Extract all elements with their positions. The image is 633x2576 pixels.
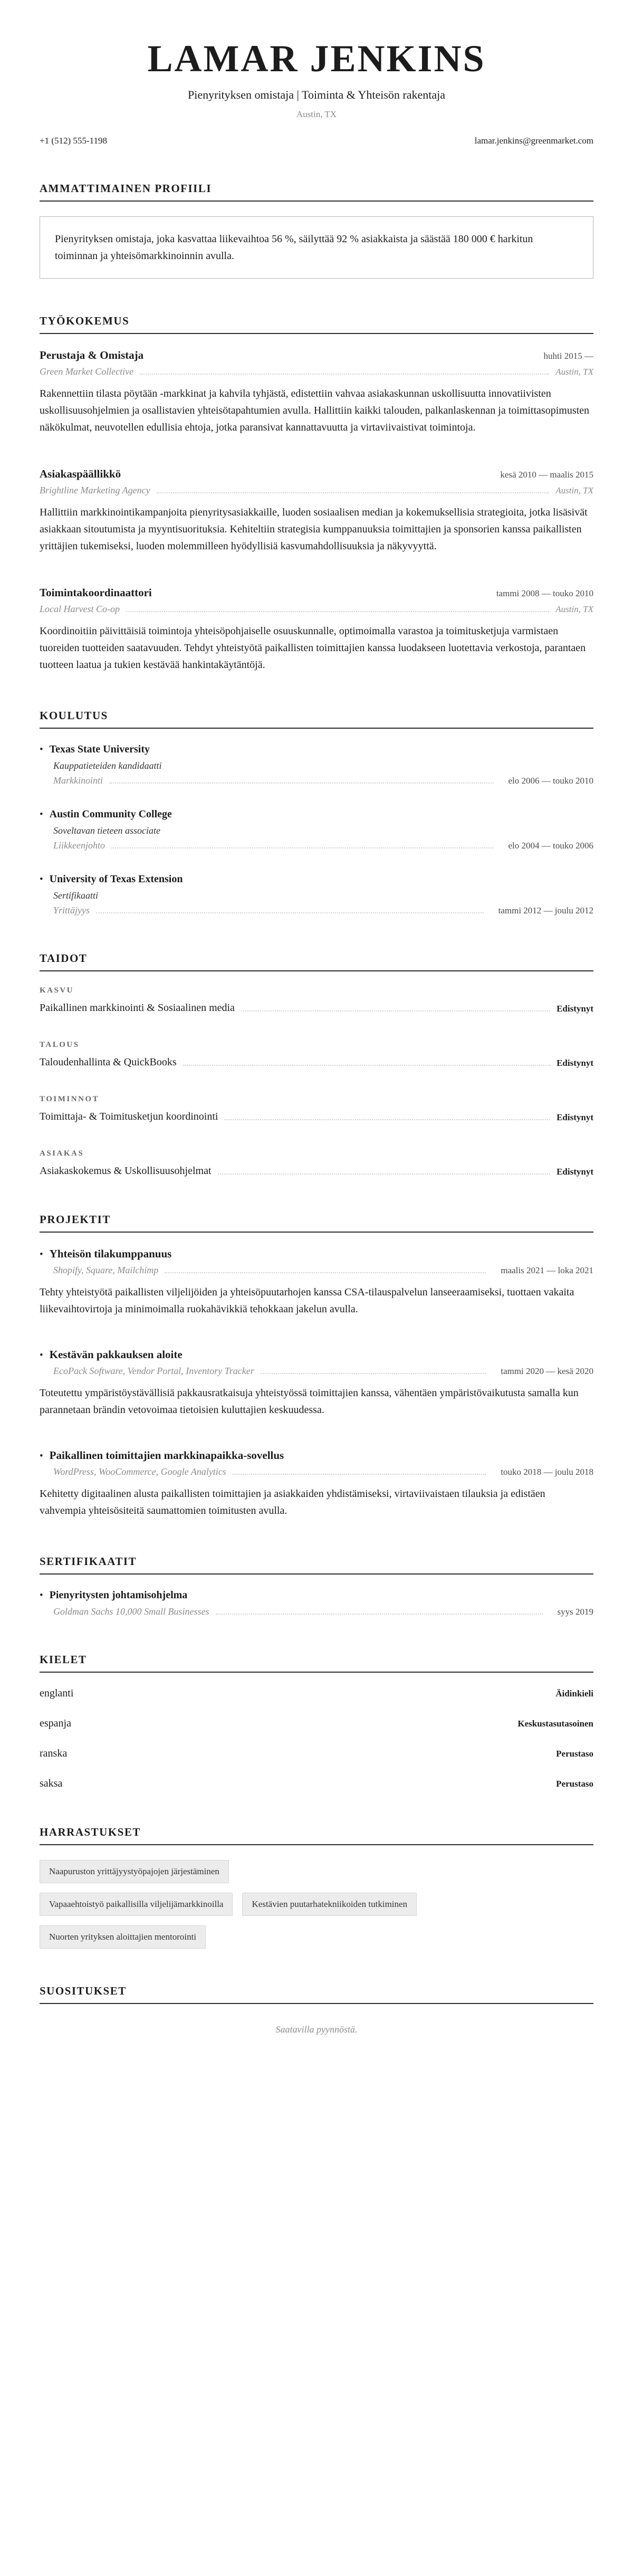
section-skills (40, 952, 593, 1177)
project-entry (40, 1348, 593, 1418)
work-entry (40, 349, 593, 436)
job-company: Local Harvest Co-op (40, 604, 120, 615)
project-tools-row (53, 1265, 593, 1276)
skill-category: TALOUS (40, 1041, 80, 1050)
section-heading-education: KOULUTUS (40, 709, 593, 729)
job-title-row (40, 468, 593, 481)
section-heading-certifications: SERTIFIKAATIT (40, 1555, 593, 1575)
skill-group (40, 1095, 593, 1123)
section-heading-references: SUOSITUKSET (40, 1985, 593, 2004)
dotted-leader (165, 1272, 486, 1273)
education-entry (40, 873, 593, 916)
section-languages (40, 1653, 593, 1790)
job-title: Toimintakoordinaattori (40, 586, 152, 599)
field-row (53, 905, 593, 916)
dotted-leader (233, 1474, 486, 1475)
job-company-row (40, 485, 593, 496)
section-heading-skills: TAIDOT (40, 952, 593, 971)
bullet-icon: • (40, 1350, 43, 1361)
dotted-leader (241, 1010, 550, 1012)
education-entry (40, 808, 593, 851)
skill-row (40, 1002, 593, 1014)
hobby-tag: Kestävien puutarhatekniikoiden tutkiminen (242, 1893, 417, 1916)
dotted-leader (216, 1614, 543, 1615)
language-name: englanti (40, 1687, 74, 1700)
email-address: lamar.jenkins@greenmarket.com (474, 136, 593, 146)
project-tools: Shopify, Square, Mailchimp (53, 1265, 159, 1276)
dotted-leader (96, 912, 484, 913)
dotted-leader (109, 783, 494, 784)
job-title: Asiakaspäällikkö (40, 468, 121, 481)
field-of-study: Markkinointi (53, 775, 103, 786)
language-row (40, 1687, 593, 1700)
section-heading-languages: KIELET (40, 1653, 593, 1673)
dotted-leader (261, 1373, 486, 1374)
hobby-tag-row (40, 1925, 593, 1949)
hobby-tag-row (40, 1893, 593, 1916)
references-note: Saatavilla pyynnöstä. (275, 2024, 358, 2035)
hobby-tag: Naapuruston yrittäjyystyöpajojen järjestäminen (40, 1860, 229, 1883)
school-row (40, 873, 593, 885)
certification-issuer-row (53, 1606, 593, 1617)
project-title-row (40, 1247, 593, 1261)
skill-level: Edistynyt (557, 1167, 593, 1177)
section-hobbies (40, 1826, 593, 1949)
job-title-row (40, 586, 593, 599)
bullet-icon: • (40, 1590, 43, 1601)
section-references (40, 1985, 593, 2035)
section-heading-hobbies: HARRASTUKSET (40, 1826, 593, 1845)
dotted-leader (140, 374, 549, 375)
hobby-tag: Nuorten yrityksen aloittajien mentorointi (40, 1925, 206, 1949)
dotted-leader (111, 847, 494, 848)
dotted-leader (183, 1065, 550, 1066)
field-of-study: Liikkeenjohto (53, 840, 105, 851)
job-description: Koordinoitiin päivittäisiä toimintoja yhteisöpohjaiselle osuuskunnalle, optimoimalla varastoa ja toimitusketjuja varmistaen tuoreiden tuotteiden saatavuuden. Tehdyt yhteistyötä paikallisten toimittajien kanssa luodakseen luotettavia verkostoja, parantaen tuotteen laatua ja tukien kestävää hankintakäytäntöjä. (40, 625, 586, 671)
job-location: Austin, TX (555, 485, 593, 496)
project-dates: touko 2018 — joulu 2018 (501, 1467, 593, 1477)
candidate-tagline: Pienyrityksen omistaja | Toiminta & Yhteisön rakentaja (188, 88, 445, 102)
field-of-study: Yrittäjyys (53, 905, 90, 916)
section-heading-profile: AMMATTIMAINEN PROFIILI (40, 182, 593, 202)
skill-name: Asiakaskokemus & Uskollisuusohjelmat (40, 1165, 212, 1177)
language-row (40, 1778, 593, 1790)
work-entry (40, 468, 593, 555)
skill-group (40, 1149, 593, 1177)
school-name: Texas State University (49, 743, 150, 756)
dotted-leader (224, 1119, 550, 1120)
skill-level: Edistynyt (557, 1004, 593, 1014)
language-name: saksa (40, 1778, 63, 1790)
certification-issuer: Goldman Sachs 10,000 Small Businesses (53, 1606, 209, 1617)
certification-entry (40, 1589, 593, 1617)
skill-level: Edistynyt (557, 1112, 593, 1123)
skill-row (40, 1056, 593, 1068)
certification-title-row (40, 1589, 593, 1601)
project-tools-row (53, 1466, 593, 1477)
skill-category: TOIMINNOT (40, 1095, 100, 1104)
candidate-name: LAMAR JENKINS (147, 37, 486, 80)
job-dates: huhti 2015 — (543, 351, 593, 361)
job-description: Rakennettiin tilasta pöytään -markkinat ja kahvila tyhjästä, edistettiin vahvaa asiakaskunnan uskollisuutta innovatiivisten uskollisuusohjelmien ja osallistavien yhteisötapahtumien avulla. Hallittiin kaikki talouden, palkanlaskennan ja toimittasopimusten näkökulmat, neuvotellen edullisia ehtoja, jotka paransivat kannattavuutta ja virtaviivaistivat toimintoja. (40, 388, 590, 434)
project-title: Paikallinen toimittajien markkinapaikka-sovellus (49, 1449, 284, 1462)
education-dates: tammi 2012 — joulu 2012 (498, 905, 593, 916)
job-title: Perustaja & Omistaja (40, 349, 144, 362)
language-level: Perustaso (556, 1749, 593, 1759)
section-certifications (40, 1555, 593, 1617)
skill-group (40, 986, 593, 1014)
section-work-experience (40, 314, 593, 673)
job-title-row (40, 349, 593, 362)
job-dates: kesä 2010 — maalis 2015 (500, 470, 593, 480)
resume-header (40, 38, 593, 146)
language-row (40, 1748, 593, 1760)
bullet-icon: • (40, 809, 43, 820)
school-row (40, 808, 593, 820)
phone-number: +1 (512) 555-1198 (40, 136, 107, 146)
candidate-location: Austin, TX (296, 109, 337, 120)
project-dates: maalis 2021 — loka 2021 (501, 1265, 593, 1276)
language-level: Perustaso (556, 1779, 593, 1789)
dotted-leader (157, 492, 550, 493)
school-row (40, 743, 593, 756)
project-dates: tammi 2020 — kesä 2020 (501, 1366, 593, 1377)
bullet-icon: • (40, 1249, 43, 1261)
skill-name: Toimittaja- & Toimitusketjun koordinointi (40, 1111, 218, 1123)
skill-name: Taloudenhallinta & QuickBooks (40, 1056, 177, 1068)
job-dates: tammi 2008 — touko 2010 (496, 588, 593, 599)
school-name: Austin Community College (49, 808, 172, 820)
work-entry (40, 586, 593, 673)
project-description: Tehty yhteistyötä paikallisten viljelijöiden ja yhteisöpuutarhojen kanssa CSA-tilauspalvelun lanseeraamiseksi, tuottaen vakaita liikevaihtovirtoja ja minimoimalla ruokahävikkiä tehokkaan jakelun avulla. (40, 1286, 574, 1315)
education-dates: elo 2004 — touko 2006 (508, 841, 593, 851)
bullet-icon: • (40, 874, 43, 885)
dotted-leader (218, 1173, 551, 1175)
language-level: Äidinkieli (555, 1688, 593, 1699)
education-entry (40, 743, 593, 786)
project-description: Toteutettu ympäristöystävällisiä pakkausratkaisuja yhteistyössä toimittajien kanssa, vähentäen ympäristövaikutusta samalla kun parannetaan brändin vetovoimaa tietoisien kuluttajien keskuudessa. (40, 1387, 579, 1416)
job-company: Green Market Collective (40, 366, 134, 377)
language-name: espanja (40, 1718, 71, 1730)
language-row (40, 1718, 593, 1730)
degree: Sertifikaatti (53, 890, 98, 901)
degree: Soveltavan tieteen associate (53, 825, 160, 836)
project-description: Kehitetty digitaalinen alusta paikallisten toimittajien ja asiakkaiden yhdistämiseksi, virtaviivaistaen tilauksia ja edistäen vahvempia yhteisösiteitä saumattomien toimitusten avulla. (40, 1488, 545, 1517)
certification-date: syys 2019 (557, 1607, 593, 1617)
section-heading-projects: PROJEKTIT (40, 1213, 593, 1233)
degree: Kauppatieteiden kandidaatti (53, 760, 162, 771)
project-title-row (40, 1348, 593, 1361)
skill-category: KASVU (40, 986, 74, 995)
job-company: Brightline Marketing Agency (40, 485, 150, 496)
job-company-row (40, 604, 593, 615)
project-title: Kestävän pakkauksen aloite (49, 1348, 183, 1361)
project-tools: EcoPack Software, Vendor Portal, Inventory Tracker (53, 1366, 254, 1377)
education-dates: elo 2006 — touko 2010 (508, 776, 593, 786)
language-level: Keskustasutasoinen (517, 1719, 593, 1729)
project-title-row (40, 1449, 593, 1462)
contact-row (40, 136, 593, 146)
project-entry (40, 1449, 593, 1519)
certification-title: Pienyritysten johtamisohjelma (49, 1589, 188, 1601)
bullet-icon: • (40, 1451, 43, 1462)
profile-summary-box (40, 216, 593, 279)
project-entry (40, 1247, 593, 1318)
job-description: Hallittiin markkinointikampanjoita pienyritysasiakkaille, luoden sosiaalisen median ja kokemuksellisia strategioita, jotka lisäsivät asiakkaan sitoutumista ja myyntisuorituksia. Kehiteltiin strategisia kumppanuuksia toimittajien ja sponsorien kanssa paikallisten yrittäjien tukemiseksi, luoden molemmilleen hyödyllisiä kasvumahdollisuuksia ja näkyvyyttä. (40, 507, 588, 552)
profile-summary-text: Pienyrityksen omistaja, joka kasvattaa liikevaihtoa 56 %, säilyttää 92 % asiakkaista ja säästää 180 000 € harkitun toiminnan ja yhteisömarkkinoinnin avulla. (55, 233, 533, 262)
section-projects (40, 1213, 593, 1519)
bullet-icon: • (40, 744, 43, 756)
skill-category: ASIAKAS (40, 1149, 84, 1158)
skill-group (40, 1041, 593, 1068)
language-name: ranska (40, 1748, 68, 1760)
school-name: University of Texas Extension (49, 873, 183, 885)
job-location: Austin, TX (555, 604, 593, 615)
section-profile (40, 182, 593, 279)
skill-row (40, 1165, 593, 1177)
skill-level: Edistynyt (557, 1058, 593, 1068)
job-company-row (40, 366, 593, 377)
project-tools: WordPress, WooCommerce, Google Analytics (53, 1466, 226, 1477)
project-tools-row (53, 1366, 593, 1377)
skill-row (40, 1111, 593, 1123)
hobby-tag: Vapaaehtoistyö paikallisilla viljelijämarkkinoilla (40, 1893, 233, 1916)
project-title: Yhteisön tilakumppanuus (49, 1247, 172, 1261)
dotted-leader (126, 611, 549, 612)
section-education (40, 709, 593, 916)
field-row (53, 775, 593, 786)
hobby-tag-row (40, 1860, 593, 1883)
section-heading-work: TYÖKOKEMUS (40, 314, 593, 334)
field-row (53, 840, 593, 851)
skill-name: Paikallinen markkinointi & Sosiaalinen media (40, 1002, 235, 1014)
job-location: Austin, TX (555, 367, 593, 377)
